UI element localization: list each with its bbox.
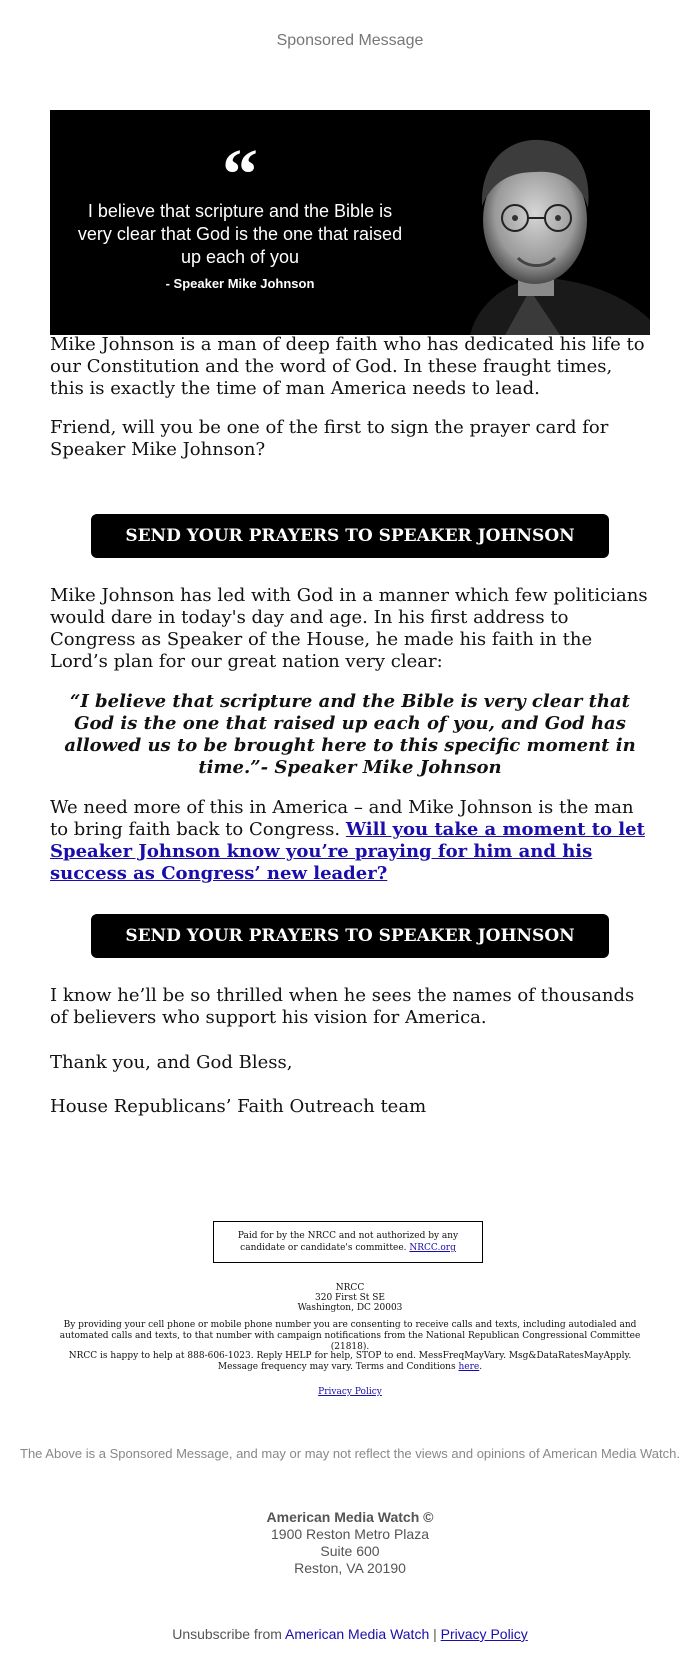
hero-attribution: - Speaker Mike Johnson xyxy=(165,276,315,291)
paid-for-disclaimer xyxy=(213,1221,483,1263)
praying-link[interactable]: Will you take a moment to let Speaker Johnson know you’re praying for him and his success as Congress’ new leader? xyxy=(50,819,645,884)
footer-privacy xyxy=(48,1387,652,1398)
nrcc-name: NRCC xyxy=(335,1283,365,1293)
ask-paragraph: Friend, will you be one of the first to sign the prayer card for Speaker Mike Johnson? xyxy=(50,417,609,460)
hero-quote-text: I believe that scripture and the Bible is very clear that God is the one that raised up each of you xyxy=(77,201,403,267)
publisher-suite: Suite 600 xyxy=(320,1543,380,1559)
intro-paragraph: Mike Johnson is a man of deep faith who has dedicated his life to our Constitution and the word of God. In these fraught times, this is exactly the time of man America needs to lead. xyxy=(50,334,645,399)
need-more-text: We need more of this in America – and Mike Johnson is the man to bring faith back to Congress. xyxy=(50,797,634,840)
quote-mark-icon: “ xyxy=(222,134,258,214)
help-body: NRCC is happy to help at 888-606-1023. Reply HELP for help, STOP to end. MessFreqMayVary. Msg&DataRatesMayApply. Message frequency may vary. Terms and Conditions xyxy=(68,1351,632,1372)
publisher-privacy-link[interactable]: Privacy Policy xyxy=(440,1626,528,1642)
send-prayers-button-1[interactable]: SEND YOUR PRAYERS TO SPEAKER JOHNSON xyxy=(91,514,609,558)
thrilled-paragraph: I know he’ll be so thrilled when he sees the names of thousands of believers who support his vision for America. xyxy=(50,985,635,1028)
speaker-portrait xyxy=(410,110,650,335)
unsubscribe-separator: | xyxy=(429,1626,441,1642)
nrcc-link[interactable]: NRCC.org xyxy=(409,1243,456,1253)
publisher-name: American Media Watch © xyxy=(266,1509,434,1525)
nrcc-city: Washington, DC 20003 xyxy=(297,1303,403,1313)
help-text: NRCC is happy to help at 888-606-1023. Reply HELP for help, STOP to end. MessFreqMayVary. Msg&DataRatesMayApply. Message frequency may vary. Terms and Conditions here. xyxy=(68,1351,632,1372)
unsubscribe-prefix: Unsubscribe from xyxy=(172,1626,286,1642)
paid-for-text: Paid for by the NRCC and not authorized by any candidate or candidate's committee. xyxy=(237,1231,459,1253)
publisher-street: 1900 Reston Metro Plaza xyxy=(271,1526,429,1542)
hero-banner[interactable] xyxy=(50,110,650,335)
team-signature: House Republicans’ Faith Outreach team xyxy=(50,1096,427,1117)
sponsored-message-label: Sponsored Message xyxy=(276,32,424,49)
nrcc-street: 320 First St SE xyxy=(315,1293,385,1303)
nrcc-privacy-link[interactable]: Privacy Policy xyxy=(318,1387,382,1397)
send-prayers-button-2[interactable]: SEND YOUR PRAYERS TO SPEAKER JOHNSON xyxy=(91,914,609,958)
terms-link[interactable]: here xyxy=(458,1362,480,1372)
publisher-city: Reston, VA 20190 xyxy=(294,1560,406,1576)
need-more-paragraph xyxy=(50,797,650,885)
unsubscribe-line xyxy=(0,1626,700,1642)
unsubscribe-publisher[interactable]: American Media Watch xyxy=(285,1626,430,1642)
consent-text: By providing your cell phone or mobile phone number you are consenting to receive calls and texts, including autodialed and automated calls and texts, to that number with campaign notifications from the National Republican Congressional Committee (21818). xyxy=(59,1320,641,1352)
publisher-address xyxy=(0,1509,700,1577)
signoff-text: Thank you, and God Bless, xyxy=(50,1052,293,1073)
speaker-blockquote: “I believe that scripture and the Bible is very clear that God is the one that raised up each of you, and God has allowed us to be brought here to this specific moment in time.”- Speaker Mike Johnson xyxy=(64,691,636,778)
leadership-paragraph: Mike Johnson has led with God in a manner which few politicians would dare in today's day and age. In his first address to Congress as Speaker of the House, he made his faith in the Lord’s plan for our great nation very clear: xyxy=(50,585,648,672)
sponsor-disclaimer: The Above is a Sponsored Message, and may or may not reflect the views and opinions of American Media Watch. xyxy=(20,1446,680,1461)
